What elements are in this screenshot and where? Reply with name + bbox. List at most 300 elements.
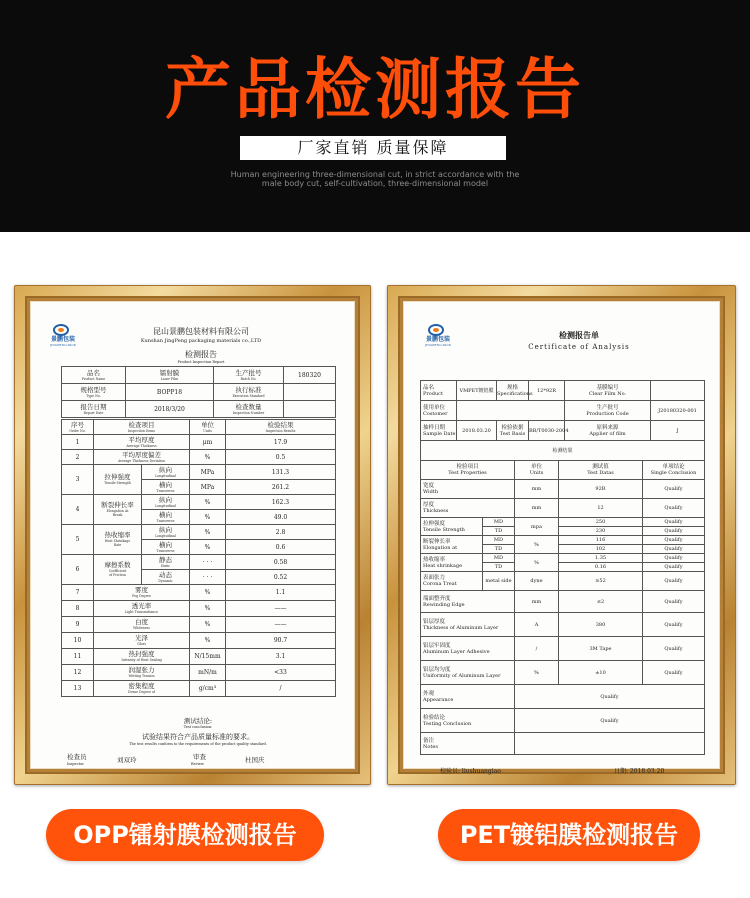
table-cell: 1 xyxy=(62,435,94,450)
table-row xyxy=(421,733,705,755)
table-cell xyxy=(94,601,190,617)
cell-text: 铝层均匀度 xyxy=(423,666,451,673)
cell-text: Break xyxy=(112,513,123,517)
table-row xyxy=(421,637,705,661)
cell-text: of Friction xyxy=(109,573,126,577)
cell-text: 雾度 xyxy=(135,586,148,594)
cell-text: Longitudinal xyxy=(155,503,176,508)
cell-text: Units xyxy=(529,470,544,476)
table-cell xyxy=(497,421,529,441)
logo-text: 景鹏包装 xyxy=(425,336,450,343)
cell-text: Whiteness xyxy=(133,626,150,630)
cell-text: Thickness xyxy=(423,508,449,514)
table-cell: % xyxy=(190,450,226,465)
right-report-header-table xyxy=(420,380,705,461)
table-cell: N/15mm xyxy=(190,649,226,665)
cell-text: 测试值 xyxy=(592,464,609,470)
header-cell xyxy=(284,384,336,401)
cell-text: Applier of film xyxy=(589,430,626,437)
cell-text: Heat Shrinkage xyxy=(104,539,131,543)
table-cell: 9 xyxy=(62,617,94,633)
table-row xyxy=(62,633,336,649)
cell-text: 规格型号 xyxy=(80,385,107,394)
table-cell: 2 xyxy=(62,450,94,465)
table-cell: TD xyxy=(483,545,515,554)
table-cell: TD xyxy=(483,563,515,572)
cell-text: 动态 xyxy=(159,570,172,579)
cell-text: Static xyxy=(160,563,171,568)
table-cell: Qualify xyxy=(643,480,705,499)
logo-text: 景鹏包装 xyxy=(50,336,75,343)
table-cell xyxy=(94,681,190,697)
cell-text: Report Date xyxy=(83,410,104,415)
table-cell xyxy=(142,480,190,495)
table-cell: μm xyxy=(190,435,226,450)
table-row xyxy=(62,681,336,697)
cell-text: Tensile Strength xyxy=(423,526,465,533)
table-cell xyxy=(142,495,190,510)
header-cell xyxy=(62,384,126,401)
cell-text: 厚度 xyxy=(423,502,435,508)
cell-text: 热封强度 xyxy=(128,650,155,658)
table-cell: 5 xyxy=(62,525,94,555)
left-certificate-frame xyxy=(14,285,371,785)
table-cell xyxy=(421,591,515,613)
table-cell xyxy=(497,381,533,401)
cell-text: Elongation At xyxy=(106,509,129,513)
table-cell xyxy=(94,420,190,435)
cell-text: 铝层厚度 xyxy=(423,618,446,625)
table-row xyxy=(62,525,336,540)
table-cell: 6 xyxy=(62,555,94,585)
cell-text: Coefficient xyxy=(108,569,127,573)
table-cell: Qualify xyxy=(515,685,705,709)
table-cell: mm xyxy=(515,499,559,518)
table-cell: 0.58 xyxy=(226,555,336,570)
cell-text: Heat shrinkage xyxy=(423,562,463,569)
table-row xyxy=(62,495,336,510)
cell-text: 宽度 xyxy=(423,483,435,489)
cell-text: 基膜编号 xyxy=(596,384,619,391)
banner-subtitle: 厂家直销 质量保障 xyxy=(240,136,506,160)
cell-text: 横向 xyxy=(159,510,172,519)
table-cell: 7 xyxy=(62,585,94,601)
cell-text: Elongation at xyxy=(423,544,458,551)
cell-text: 检验依据 xyxy=(501,424,524,431)
table-cell: % xyxy=(190,617,226,633)
cell-text: 检验结果 xyxy=(267,420,294,429)
cell-text: 纵向 xyxy=(159,495,172,504)
cell-text: Execution Standard xyxy=(232,393,265,398)
table-cell xyxy=(559,461,643,480)
table-cell: 380 xyxy=(559,613,643,637)
cell-text: 生产批号 xyxy=(235,368,262,377)
cell-text: Tensile Strength xyxy=(104,481,131,485)
table-cell xyxy=(421,637,515,661)
table-cell: 17.9 xyxy=(226,435,336,450)
cell-text: Testing Conclusion xyxy=(423,720,472,727)
table-row xyxy=(421,421,705,441)
company-name-en: Kunshan JingPeng packaging materials co.,LTD xyxy=(140,338,262,344)
table-cell: Qualify xyxy=(643,572,705,591)
table-cell: 250 xyxy=(559,518,643,527)
table-cell: 261.2 xyxy=(226,480,336,495)
cell-text: Batch No. xyxy=(240,376,257,381)
table-row xyxy=(421,709,705,733)
table-cell: g/cm³ xyxy=(190,681,226,697)
inspector-signature: 校验员: liushuangiao xyxy=(440,768,501,775)
cell-text: 拉伸强度 xyxy=(423,520,446,527)
logo-mark-icon xyxy=(428,324,444,336)
cell-text: 检查数量 xyxy=(235,402,262,411)
cell-text: Transverse xyxy=(156,548,175,553)
table-cell: 10 xyxy=(62,633,94,649)
table-row xyxy=(62,617,336,633)
left-certificate-paper xyxy=(30,301,355,769)
table-header-row xyxy=(421,461,705,480)
table-cell: 12 xyxy=(559,499,643,518)
table-cell xyxy=(94,617,190,633)
table-cell: 49.0 xyxy=(226,510,336,525)
table-row xyxy=(421,591,705,613)
table-cell xyxy=(565,421,651,441)
table-cell: % xyxy=(190,525,226,540)
header-cell: 2018/3/20 xyxy=(126,401,214,418)
cell-text: Inspection Number xyxy=(232,410,265,415)
table-row xyxy=(421,518,705,527)
banner-title: 产品检测报告 xyxy=(165,51,585,128)
cell-text: 断裂伸长率 xyxy=(423,538,451,545)
header-cell xyxy=(126,367,214,384)
reviewer-label: 审查 xyxy=(193,753,206,761)
table-cell: 4 xyxy=(62,495,94,525)
cell-text: 镭射膜 xyxy=(159,368,180,377)
cell-text: Clear Film No. xyxy=(588,390,627,397)
cell-text: 透光率 xyxy=(131,602,152,610)
table-cell: % xyxy=(515,554,559,572)
cell-text: 备注 xyxy=(423,737,435,744)
right-certificate-frame xyxy=(387,285,736,785)
table-cell xyxy=(142,570,190,585)
table-cell: J xyxy=(651,421,705,441)
table-cell: mN/m xyxy=(190,665,226,681)
cell-text: Type No. xyxy=(86,393,101,398)
cell-text: 润湿张力 xyxy=(128,666,155,674)
cell-text: Test Properties xyxy=(448,470,487,476)
table-cell xyxy=(421,421,457,441)
table-cell xyxy=(94,555,142,585)
table-cell: 0.16 xyxy=(559,563,643,572)
cell-text: Corona Treat xyxy=(423,581,457,587)
table-cell: Qualify xyxy=(643,518,705,527)
cell-text: Test Basis xyxy=(499,430,526,437)
left-report-header-table xyxy=(61,366,336,418)
cell-text: 检验结论 xyxy=(423,714,446,721)
table-row xyxy=(62,435,336,450)
cell-text: 抽样日期 xyxy=(423,424,446,431)
table-row xyxy=(62,367,336,384)
table-cell: BB/T0030-2004 xyxy=(529,421,565,441)
cell-text: Transverse xyxy=(156,488,175,493)
cell-text: Test Datas xyxy=(587,470,614,476)
cell-text: 序号 xyxy=(71,420,84,429)
table-row xyxy=(421,536,705,545)
table-cell: Qualify xyxy=(643,554,705,563)
table-header-row xyxy=(62,420,336,435)
header-banner xyxy=(0,0,750,232)
left-company-logo xyxy=(45,324,79,347)
table-cell xyxy=(651,381,705,401)
cell-text: 拉伸强度 xyxy=(104,473,131,481)
cell-text: 品名 xyxy=(423,384,435,391)
table-cell: MD xyxy=(483,518,515,527)
table-row xyxy=(421,381,705,401)
cell-text: Product Name xyxy=(81,376,106,381)
cell-text: 静态 xyxy=(159,555,172,564)
cell-text: Production Code xyxy=(586,410,629,417)
table-cell: 0.52 xyxy=(226,570,336,585)
table-cell: 90.7 xyxy=(226,633,336,649)
table-row xyxy=(62,585,336,601)
inspector-name: 刘双玲 xyxy=(117,756,137,764)
report-title: 检测报告 xyxy=(185,350,217,359)
table-cell: % xyxy=(190,495,226,510)
report-title-en: Product Inspection Report xyxy=(177,360,225,364)
inspector-label: 检查员 xyxy=(67,753,87,761)
table-cell: 3 xyxy=(62,465,94,495)
table-cell: mm xyxy=(515,591,559,613)
table-cell: % xyxy=(190,585,226,601)
table-cell xyxy=(643,461,705,480)
table-cell: ±10 xyxy=(559,661,643,685)
table-cell: A xyxy=(515,613,559,637)
cell-text: 使用单位 xyxy=(423,404,446,411)
cell-text: 生产批号 xyxy=(596,404,619,411)
right-report-results-table xyxy=(420,460,705,755)
table-cell xyxy=(142,465,190,480)
table-cell xyxy=(190,420,226,435)
conclusion-label: 测试结论: xyxy=(183,717,213,725)
table-cell: % xyxy=(190,633,226,649)
header-cell xyxy=(214,367,284,384)
banner-english-text: Human engineering three-dimensional cut, in strict accordance with the male body cut, self-cultivation, three-dimensional model xyxy=(230,170,520,188)
table-cell: % xyxy=(190,601,226,617)
table-cell xyxy=(94,665,190,681)
table-cell xyxy=(94,495,142,525)
cell-text: Longitudinal xyxy=(155,473,176,478)
table-cell: TD xyxy=(483,527,515,536)
opp-laser-film-report-button[interactable]: OPP镭射膜检测报告 xyxy=(46,809,324,861)
table-cell: 12 xyxy=(62,665,94,681)
table-cell xyxy=(142,510,190,525)
table-cell xyxy=(142,555,190,570)
table-cell: % xyxy=(190,540,226,555)
table-row xyxy=(62,601,336,617)
cell-text: Single Conclusion xyxy=(650,470,697,476)
table-cell: Qualify xyxy=(515,709,705,733)
results-heading: 检测结果 xyxy=(421,441,705,461)
table-cell: · · · xyxy=(190,555,226,570)
cell-text: 端面整齐度 xyxy=(423,595,451,602)
cell-text: 单位 xyxy=(201,420,214,429)
table-cell: MPa xyxy=(190,465,226,480)
header-cell: 180320 xyxy=(284,367,336,384)
conclusion-text: 试验结果符合产品质量标准的要求。 xyxy=(142,733,254,741)
cell-text: Intensity of Heat Sealing xyxy=(121,658,162,662)
table-cell xyxy=(421,733,515,755)
cell-text: 摩擦系数 xyxy=(104,561,131,569)
inspector-label-en: Inspector xyxy=(67,762,84,766)
cell-text: Gloss xyxy=(137,642,146,646)
table-cell xyxy=(94,633,190,649)
table-cell: 92R xyxy=(559,480,643,499)
conclusion-text-en: The test results conform to the requirements of the product quality standard. xyxy=(129,742,267,746)
cell-text: Costomer xyxy=(423,410,448,417)
table-cell xyxy=(421,518,483,536)
right-company-logo xyxy=(420,324,454,347)
table-cell xyxy=(421,401,457,421)
table-cell: % xyxy=(515,536,559,554)
cell-text: 光泽 xyxy=(135,634,148,642)
table-cell: 1.35 xyxy=(559,554,643,563)
table-cell xyxy=(142,525,190,540)
table-cell: / xyxy=(515,637,559,661)
table-cell: mm xyxy=(515,480,559,499)
table-cell xyxy=(565,401,651,421)
table-cell xyxy=(142,540,190,555)
cell-text: Uniformity of Aluminum Layer xyxy=(423,672,501,679)
right-certificate-paper xyxy=(403,301,720,775)
table-cell xyxy=(421,461,515,480)
cell-text: 规格 xyxy=(506,384,518,391)
cell-text: Fog Degree xyxy=(132,594,151,598)
left-report-results-table xyxy=(61,419,336,697)
table-cell: 0.5 xyxy=(226,450,336,465)
table-cell: 12*92R xyxy=(529,381,565,401)
table-row xyxy=(421,401,705,421)
table-cell: Qualify xyxy=(643,637,705,661)
table-cell: 131.3 xyxy=(226,465,336,480)
table-cell xyxy=(421,536,483,554)
cell-text: 横向 xyxy=(159,540,172,549)
table-row xyxy=(62,649,336,665)
table-row xyxy=(421,572,705,591)
table-cell: MPa xyxy=(190,480,226,495)
table-cell: % xyxy=(190,510,226,525)
table-cell: Qualify xyxy=(643,591,705,613)
table-cell: J20180320-001 xyxy=(651,401,705,421)
table-cell: 1.1 xyxy=(226,585,336,601)
header-cell xyxy=(214,401,284,418)
table-cell: metal side xyxy=(483,572,515,591)
table-cell: Qualify xyxy=(643,499,705,518)
cell-text: 检查项目 xyxy=(128,420,155,429)
certificate-title-en: Certificate of Analysis xyxy=(528,343,630,351)
table-cell: 11 xyxy=(62,649,94,665)
table-row xyxy=(421,499,705,518)
table-cell xyxy=(515,733,705,755)
table-row xyxy=(62,465,336,480)
table-cell: 8 xyxy=(62,601,94,617)
table-cell xyxy=(421,381,457,401)
cell-text: Dense Degree of xyxy=(128,690,155,694)
table-cell xyxy=(421,499,515,518)
logo-subtext: JINGPENG PACK xyxy=(424,343,452,347)
conclusion-label-en: Test conclusion: xyxy=(183,725,213,729)
logo-subtext: JINGPENG PACK xyxy=(49,343,77,347)
cell-text: Width xyxy=(423,489,439,495)
cell-text: 原料来源 xyxy=(596,424,619,431)
table-cell xyxy=(421,685,515,709)
table-cell: —— xyxy=(226,601,336,617)
cell-text: Aluminum Layer Adhesive xyxy=(423,648,490,655)
table-cell: 162.3 xyxy=(226,495,336,510)
cell-text: 执行标准 xyxy=(235,385,262,394)
table-cell: 3.1 xyxy=(226,649,336,665)
table-cell: Qualify xyxy=(643,661,705,685)
table-cell: <33 xyxy=(226,665,336,681)
pet-aluminized-film-report-button[interactable]: PET镀铝膜检测报告 xyxy=(438,809,700,861)
cell-text: 外观 xyxy=(423,690,435,697)
cell-text: Average Thickness xyxy=(126,443,157,448)
cell-text: 铝层牢固度 xyxy=(423,642,451,649)
table-cell: dyne xyxy=(515,572,559,591)
cell-text: Sample Date xyxy=(423,430,456,437)
logo-mark-icon xyxy=(53,324,69,336)
cell-text: Units xyxy=(203,428,212,433)
table-cell: 102 xyxy=(559,545,643,554)
cell-text: Transverse xyxy=(156,518,175,523)
table-cell xyxy=(515,461,559,480)
table-cell: / xyxy=(226,681,336,697)
cell-text: Rate xyxy=(113,543,122,547)
table-cell: 230 xyxy=(559,527,643,536)
header-cell xyxy=(62,401,126,418)
header-cell xyxy=(284,401,336,418)
table-cell xyxy=(94,435,190,450)
cell-text: 平均厚度偏差 xyxy=(122,450,161,459)
table-cell xyxy=(421,661,515,685)
left-frame-inner xyxy=(25,296,360,774)
cell-text: Inspection Results xyxy=(265,428,296,433)
table-cell xyxy=(94,585,190,601)
header-cell xyxy=(214,384,284,401)
table-cell: 0.6 xyxy=(226,540,336,555)
table-row xyxy=(62,555,336,570)
table-row xyxy=(421,480,705,499)
table-cell xyxy=(94,649,190,665)
table-cell: mpa xyxy=(515,518,559,536)
table-cell: 3M Tape xyxy=(559,637,643,661)
cell-text: 表面张力 xyxy=(423,575,446,581)
cell-text: 纵向 xyxy=(159,465,172,474)
cell-text: 检验项目 xyxy=(456,464,479,470)
table-cell xyxy=(94,465,142,495)
table-cell: Qualify xyxy=(643,563,705,572)
cell-text: 纵向 xyxy=(159,525,172,534)
cell-text: 单项结论 xyxy=(662,464,685,470)
cell-text: Appearance xyxy=(423,696,454,703)
cell-text: Order No. xyxy=(69,428,86,433)
table-cell xyxy=(421,613,515,637)
table-cell xyxy=(421,572,483,591)
table-row xyxy=(421,554,705,563)
table-row xyxy=(62,384,336,401)
cell-text: 密集程度 xyxy=(128,682,155,690)
cell-text: Rewinding Edge xyxy=(423,601,465,608)
report-date: 日期: 2018.03.20 xyxy=(614,768,665,775)
table-cell xyxy=(94,450,190,465)
